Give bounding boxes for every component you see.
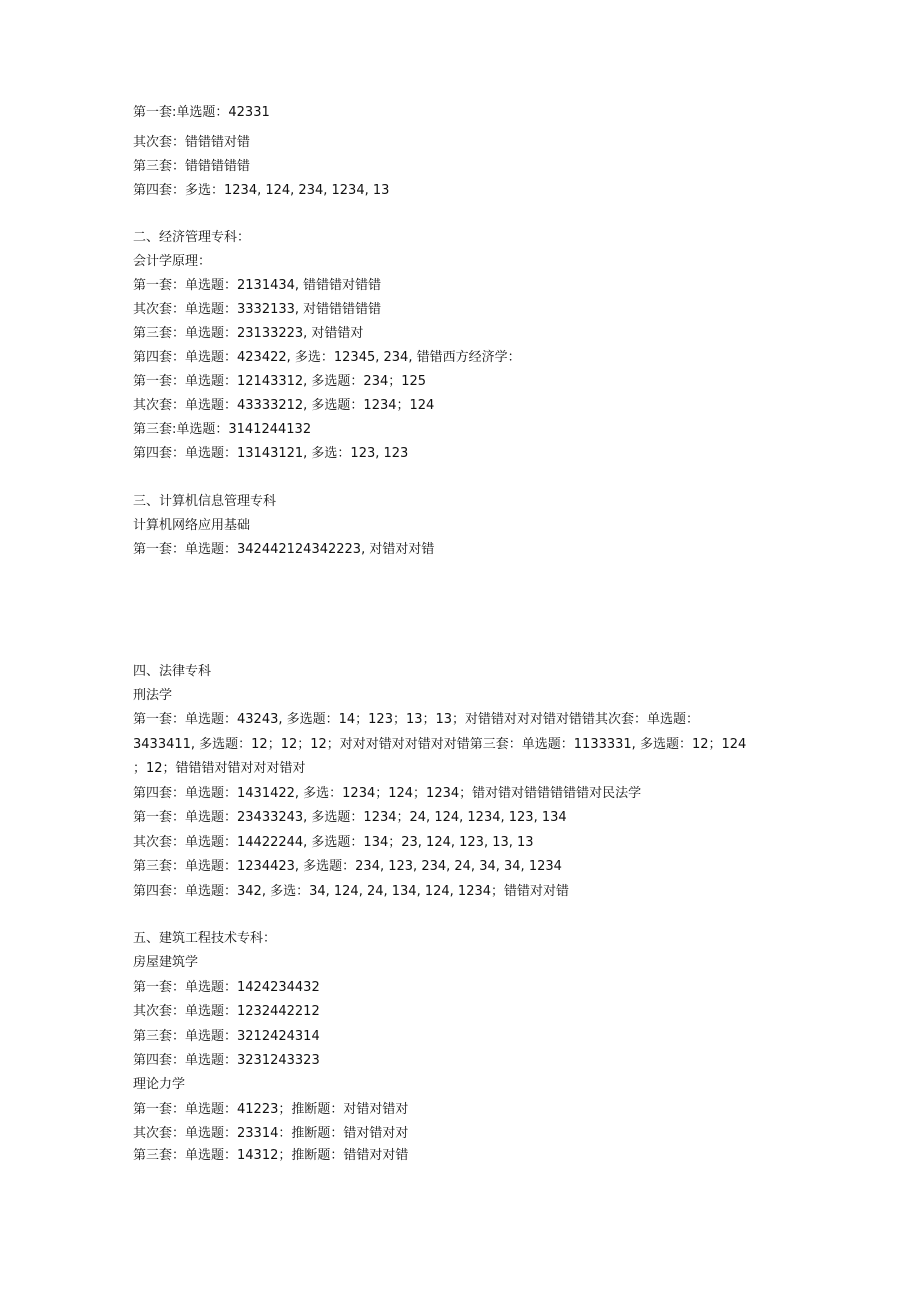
text-line: 其次套：单选题：23314：推断题：错对错对对 [133, 1126, 409, 1141]
subject-heading: 计算机网络应用基础 [133, 518, 251, 533]
text-line: 第三套：单选题：3212424314 [133, 1029, 320, 1044]
subject-heading: 刑法学 [133, 688, 173, 703]
text-line: 其次套：单选题：14422244, 多选题：134；23, 124, 123, 13, 13 [133, 835, 534, 850]
text-line: 其次套：单选题：43333212, 多选题：1234；124 [133, 398, 435, 413]
subject-heading: 房屋建筑学 [133, 955, 199, 970]
text-line: 第四套：单选题：3231243323 [133, 1053, 320, 1068]
section-heading: 四、法律专科 [133, 664, 212, 679]
text-line: 其次套：单选题：1232442212 [133, 1004, 320, 1019]
text-line: 第三套：单选题：23133223, 对错错对 [133, 326, 364, 341]
text-line: 第一套：单选题：43243, 多选题：14；123；13；13；对错错对对对错对错错其次套：单选题： [133, 712, 700, 727]
section-heading: 三、计算机信息管理专科 [133, 494, 277, 509]
text-line: 第一套:单选题：42331 [133, 105, 270, 120]
text-line: 第一套：单选题：342442124342223, 对错对对错 [133, 542, 435, 557]
text-line: 第四套：单选题：423422, 多选：12345, 234, 错错西方经济学： [133, 350, 521, 365]
text-line: 3433411, 多选题：12；12；12；对对对错对对错对对错第三套：单选题：1133331, 多选题：12；124 [133, 737, 747, 752]
subject-heading: 会计学原理： [133, 254, 212, 269]
text-line: 第一套：单选题：23433243, 多选题：1234；24, 124, 1234, 123, 134 [133, 810, 567, 825]
text-line: 第一套：单选题：41223；推断题：对错对错对 [133, 1102, 409, 1117]
text-line: 第三套：单选题：14312；推断题：错错对对错 [133, 1148, 409, 1163]
text-line: 第四套：单选题：13143121, 多选：123, 123 [133, 446, 409, 461]
text-line: 其次套：单选题：3332133, 对错错错错错 [133, 302, 382, 317]
section-heading: 五、建筑工程技术专科： [133, 931, 277, 946]
subject-heading: 理论力学 [133, 1077, 186, 1092]
text-line: 第一套：单选题：12143312, 多选题：234；125 [133, 374, 427, 389]
text-line: 第三套：错错错错错 [133, 159, 251, 174]
text-line: 第三套:单选题：3141244132 [133, 422, 312, 437]
text-line: 第四套：单选题：1431422, 多选：1234；124；1234；错对错对错错错错错对民法学 [133, 786, 642, 801]
text-line: ；12；错错错对错对对对错对 [133, 761, 306, 776]
text-line: 第一套：单选题：2131434, 错错错对错错 [133, 278, 382, 293]
text-line: 第四套：单选题：342, 多选：34, 124, 24, 134, 124, 1234；错错对对错 [133, 884, 570, 899]
text-line: 第四套：多选：1234, 124, 234, 1234, 13 [133, 183, 390, 198]
text-line: 第一套：单选题：1424234432 [133, 980, 320, 995]
text-line: 其次套：错错错对错 [133, 135, 251, 150]
text-line: 第三套：单选题：1234423, 多选题：234, 123, 234, 24, 34, 34, 1234 [133, 859, 562, 874]
section-heading: 二、经济管理专科： [133, 230, 251, 245]
